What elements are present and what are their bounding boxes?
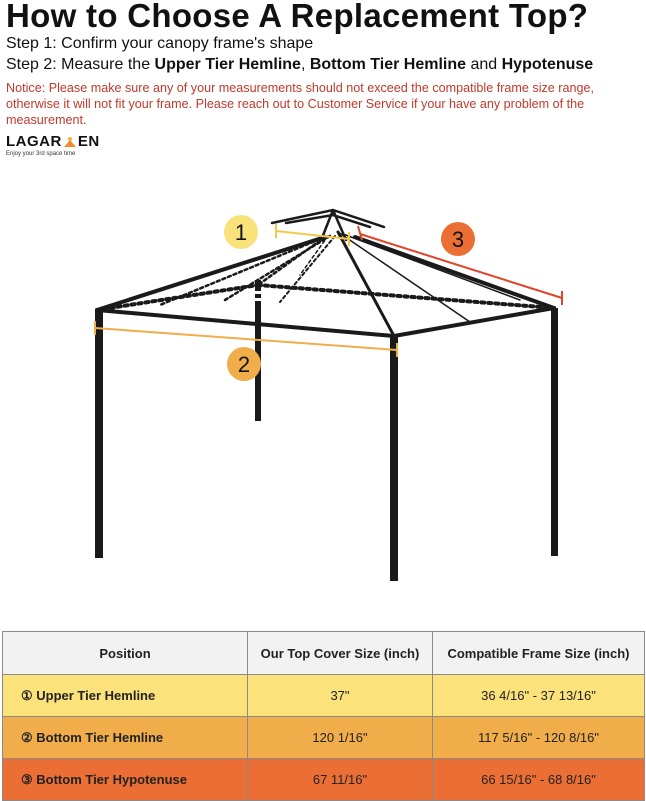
- size-table-header: [3, 632, 645, 675]
- leg-front-right: [390, 335, 398, 581]
- row-cover-size: 67 11/16": [248, 759, 433, 801]
- logo-name-left: LAGAR: [6, 133, 62, 150]
- logo-wordmark: [6, 134, 100, 150]
- logo-sun-icon: [63, 135, 77, 149]
- step-2-prefix: Step 2: Measure the: [6, 56, 155, 73]
- row-cover-size: 37": [248, 675, 433, 717]
- size-table: [2, 631, 645, 801]
- row-frame-size: 117 5/16" - 120 8/16": [433, 717, 645, 759]
- step-2-sep-2: and: [466, 56, 502, 73]
- badge-3: [441, 222, 475, 256]
- step-2-upper: Upper Tier Hemline: [154, 56, 301, 73]
- rafter-front-left: [97, 237, 325, 310]
- row-cover-size: 120 1/16": [248, 717, 433, 759]
- row-frame-size: 66 15/16" - 68 8/16": [433, 759, 645, 801]
- table-row: [3, 717, 645, 759]
- row-frame-size: 36 4/16" - 37 13/16": [433, 675, 645, 717]
- row-position: ③ Bottom Tier Hypotenuse: [3, 759, 248, 801]
- badge-2: [227, 347, 261, 381]
- row-position: ② Bottom Tier Hemline: [3, 717, 248, 759]
- page-title: How to Choose A Replacement Top?: [6, 0, 589, 34]
- logo-name-right: EN: [77, 133, 100, 150]
- logo-tagline: Enjoy your 3rd space time: [6, 151, 76, 157]
- badge-1: [224, 215, 258, 249]
- step-1-text: Step 1: Confirm your canopy frame's shape: [6, 35, 314, 52]
- badge-3-label: 3: [451, 227, 465, 252]
- row-position: ① Upper Tier Hemline: [3, 675, 248, 717]
- gazebo-legs: [95, 305, 558, 581]
- badge-2-label: 2: [237, 352, 251, 377]
- step-2-hypotenuse: Hypotenuse: [501, 56, 594, 73]
- gazebo-diagram: [0, 190, 646, 590]
- step-2-sep-1: ,: [300, 56, 310, 73]
- notice-text: Notice: Please make sure any of your measurements should not exceed the compatible frame size range, otherwise it will not fit your frame. Please reach out to Customer Service if your have any problem of the measurement.: [6, 81, 595, 127]
- header-frame-size: Compatible Frame Size (inch): [433, 632, 645, 675]
- table-row: [3, 759, 645, 801]
- badge-1-label: 1: [234, 220, 248, 245]
- header-cover-size: Our Top Cover Size (inch): [248, 632, 433, 675]
- header-position: Position: [3, 632, 248, 675]
- frame-right: [394, 308, 554, 336]
- step-2-bottom: Bottom Tier Hemline: [309, 56, 467, 73]
- leg-front-left: [95, 310, 103, 558]
- leg-back-right: [551, 308, 558, 556]
- table-row: [3, 675, 645, 717]
- brand-logo: [6, 134, 100, 158]
- step-2-text: [6, 55, 593, 75]
